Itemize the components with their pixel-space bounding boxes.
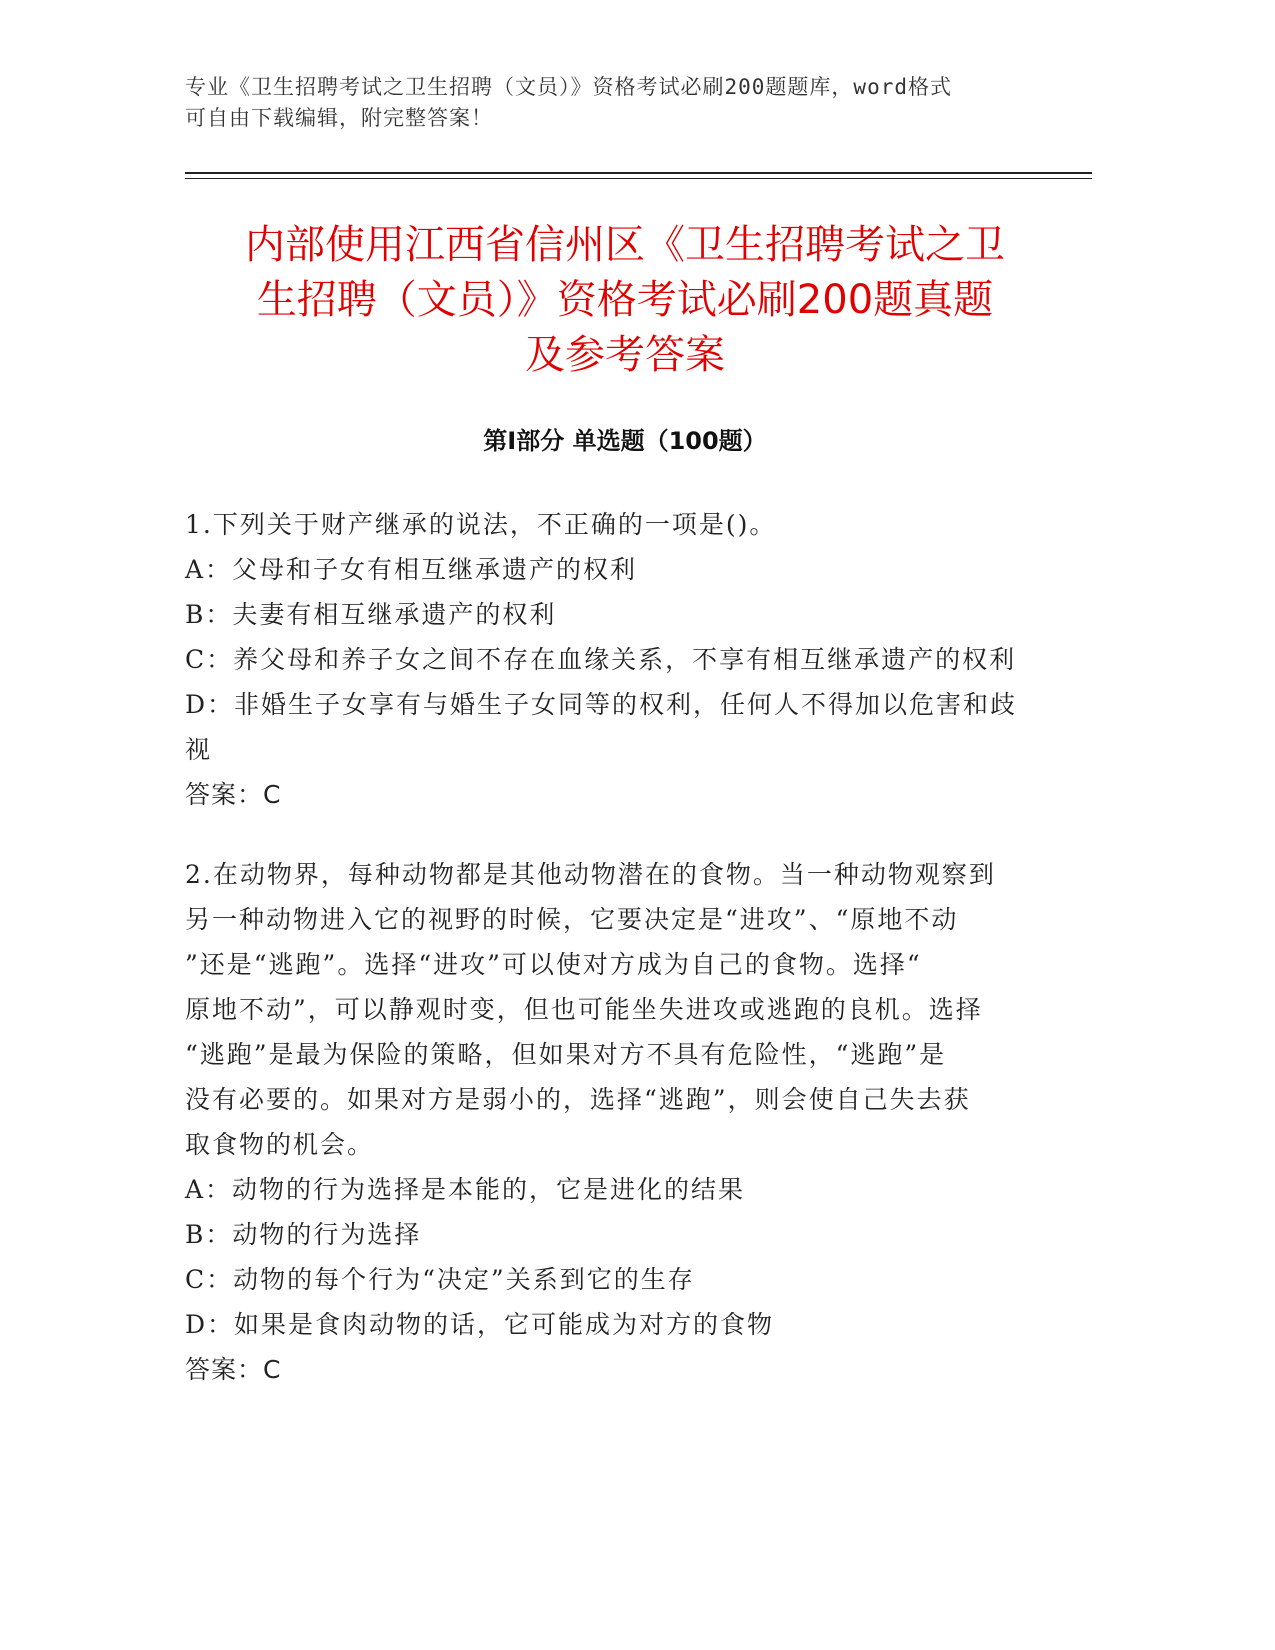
option-a: A：动物的行为选择是本能的，它是进化的结果 bbox=[185, 1175, 746, 1204]
question-stem-line: 取食物的机会。 bbox=[185, 1130, 375, 1159]
question-stem-line: 2.在动物界，每种动物都是其他动物潜在的食物。当一种动物观察到 bbox=[185, 860, 996, 889]
document-header bbox=[185, 72, 1065, 134]
option-b: B：动物的行为选择 bbox=[185, 1220, 422, 1249]
title-line-2: 生招聘（文员）》资格考试必刷200题真题 bbox=[256, 277, 994, 323]
question-stem-line: ”还是“逃跑”。选择“进攻”可以使对方成为自己的食物。选择“ bbox=[185, 950, 922, 979]
question-stem-line: 另一种动物进入它的视野的时候，它要决定是“进攻”、“原地不动 bbox=[185, 905, 959, 934]
header-line-2: 可自由下载编辑，附完整答案！ bbox=[185, 106, 493, 130]
option-b: B：夫妻有相互继承遗产的权利 bbox=[185, 600, 557, 629]
option-d-continuation: 视 bbox=[185, 735, 213, 764]
answer: 答案：C bbox=[185, 780, 282, 809]
question-2 bbox=[185, 852, 1065, 1392]
question-stem-line: 原地不动”，可以静观时变，但也可能坐失进攻或逃跑的良机。选择 bbox=[185, 995, 983, 1024]
answer: 答案：C bbox=[185, 1355, 282, 1384]
section-title: 第Ⅰ部分 单选题（100题） bbox=[483, 427, 767, 455]
question-stem-line: 1.下列关于财产继承的说法，不正确的一项是()。 bbox=[185, 510, 777, 539]
question-stem-line: 没有必要的。如果对方是弱小的，选择“逃跑”，则会使自己失去获 bbox=[185, 1085, 971, 1114]
option-c: C：养父母和养子女之间不存在血缘关系，不享有相互继承遗产的权利 bbox=[185, 645, 1017, 674]
option-c: C：动物的每个行为“决定”关系到它的生存 bbox=[185, 1265, 695, 1294]
title-line-1: 内部使用江西省信州区《卫生招聘考试之卫 bbox=[245, 222, 1005, 268]
question-stem-line: “逃跑”是最为保险的策略，但如果对方不具有危险性，“逃跑”是 bbox=[185, 1040, 947, 1069]
question-1 bbox=[185, 502, 1065, 817]
document-title bbox=[185, 218, 1065, 383]
option-d: D：如果是食肉动物的话，它可能成为对方的食物 bbox=[185, 1310, 775, 1339]
header-line-1: 专业《卫生招聘考试之卫生招聘（文员）》资格考试必刷200题题库，word格式 bbox=[185, 75, 952, 99]
header-rule-thick bbox=[185, 172, 1092, 174]
option-a: A：父母和子女有相互继承遗产的权利 bbox=[185, 555, 638, 584]
title-line-3: 及参考答案 bbox=[525, 332, 725, 378]
option-d: D：非婚生子女享有与婚生子女同等的权利，任何人不得加以危害和歧 bbox=[185, 690, 1018, 719]
header-rule-thin bbox=[185, 178, 1092, 179]
